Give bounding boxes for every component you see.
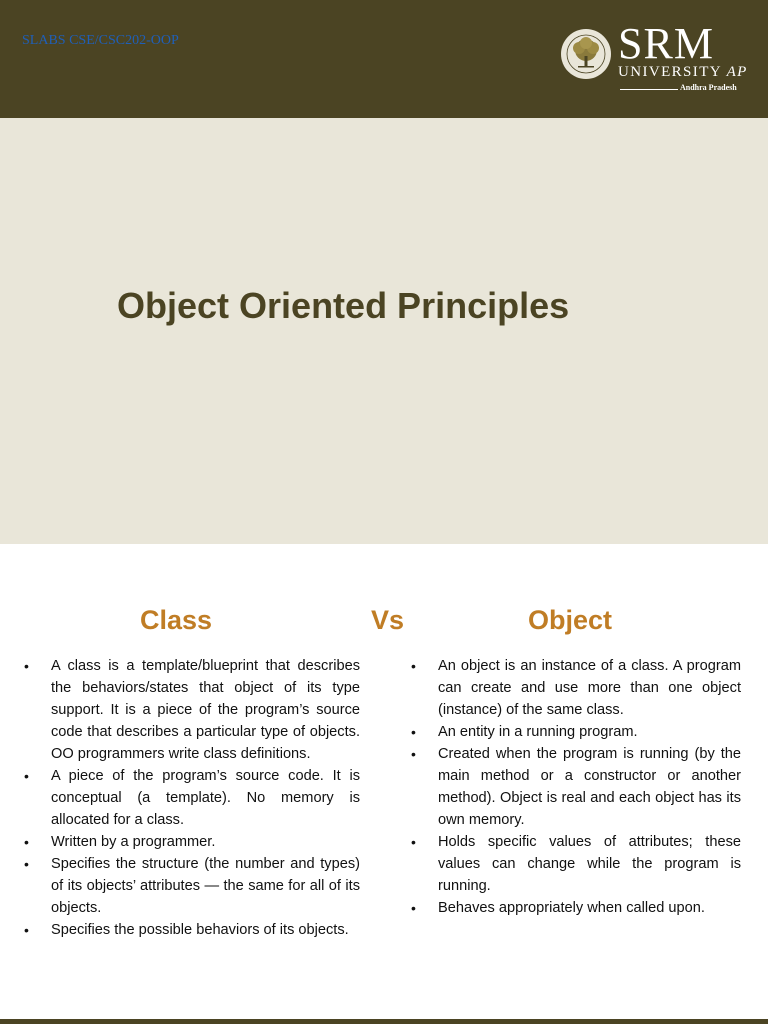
bullet-dot-icon: • [24,658,29,674]
list-item [24,919,360,941]
bullet-dot-icon: • [411,900,416,916]
bullet-dot-icon: • [24,856,29,872]
logo-subtitle-suffix: AP [726,64,748,80]
bullet-dot-icon: • [24,922,29,938]
list-item [24,831,360,853]
list-item [411,655,741,721]
object-point-text: Holds specific values of attributes; these values can change while the program is running. [438,834,741,894]
list-item [24,765,360,831]
vs-heading: Vs [371,605,405,635]
logo-divider [620,89,678,90]
class-point-text: Specifies the structure (the number and types) of its objects’ attributes — the same for all of its objects. [51,856,360,916]
class-point-text: Specifies the possible behaviors of its objects. [51,922,349,938]
tree-seal-icon [560,28,612,80]
slide-title: Object Oriented Principles [117,285,570,326]
list-item [24,655,360,765]
class-point-text: A piece of the program’s source code. It is conceptual (a template). No memory is allocated for a class. [51,768,360,828]
course-code: SLABS CSE/CSC202-OOP [22,33,179,48]
object-point-text: Behaves appropriately when called upon. [438,900,705,916]
list-item [411,831,741,897]
list-item [411,897,741,919]
class-heading: Class [140,605,213,635]
title-band [0,118,768,544]
bullet-dot-icon: • [411,724,416,740]
list-item [24,853,360,919]
object-points-list [411,655,741,919]
bullet-dot-icon: • [24,834,29,850]
object-point-text: Created when the program is running (by the main method or a constructor or another method). Object is real and each object has its own memory. [438,746,741,828]
logo-name: SRM [618,19,714,68]
list-item [411,721,741,743]
object-heading: Object [528,605,613,635]
university-logo [560,20,750,100]
list-item [411,743,741,831]
bullet-dot-icon: • [411,834,416,850]
logo-region: Andhra Pradesh [680,83,737,92]
object-point-text: An entity in a running program. [438,724,638,740]
slide-header [0,0,768,118]
bullet-dot-icon: • [411,746,416,762]
bullet-dot-icon: • [24,768,29,784]
footer-bar [0,1019,768,1024]
class-point-text: Written by a programmer. [51,834,216,850]
logo-subtitle [618,65,748,80]
class-points-list [24,655,360,941]
logo-subtitle-text: UNIVERSITY [618,64,722,80]
object-point-text: An object is an instance of a class. A program can create and use more than one object (instance) of the same class. [438,658,741,718]
bullet-dot-icon: • [411,658,416,674]
class-point-text: A class is a template/blueprint that describes the behaviors/states that object of its type support. It is a piece of the program’s source code that describes a particular type of objects. OO programmers write class definitions. [51,658,360,762]
